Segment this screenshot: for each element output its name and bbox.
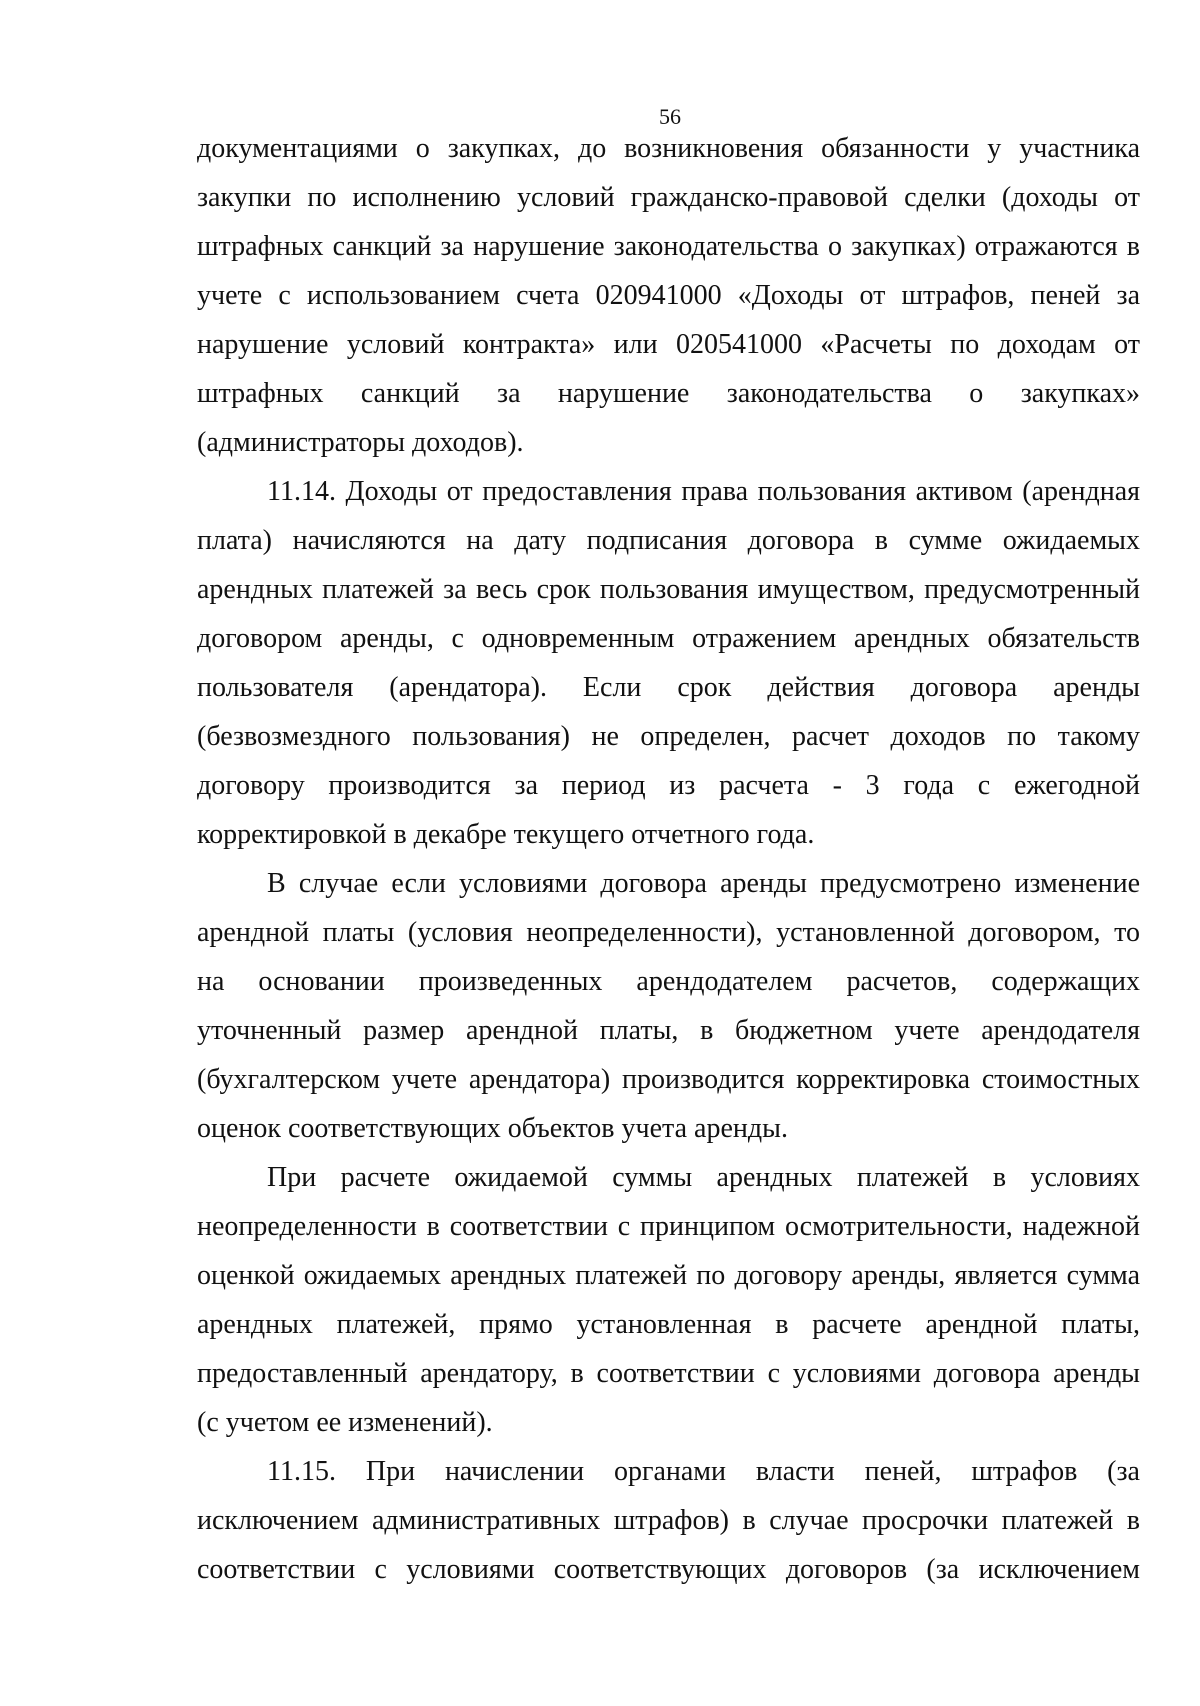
text-line: арендных платежей, прямо установленная в расчете арендной платы, bbox=[197, 1309, 1140, 1340]
text-line: 11.15. При начислении органами власти пеней, штрафов (за bbox=[267, 1456, 1140, 1487]
text-line: корректировкой в декабре текущего отчетного года. bbox=[197, 819, 815, 850]
text-line: (с учетом ее изменений). bbox=[197, 1407, 493, 1438]
text-line: оценкой ожидаемых арендных платежей по договору аренды, является сумма bbox=[197, 1260, 1140, 1291]
text-line: уточненный размер арендной платы, в бюджетном учете арендодателя bbox=[197, 1015, 1140, 1046]
text-line: В случае если условиями договора аренды предусмотрено изменение bbox=[267, 868, 1140, 899]
text-line: арендной платы (условия неопределенности), установленной договором, то bbox=[197, 917, 1140, 948]
text-line: штрафных санкций за нарушение законодательства о закупках) отражаются в bbox=[197, 231, 1140, 262]
page-number: 56 bbox=[659, 104, 681, 129]
text-line: учете с использованием счета 020941000 «Доходы от штрафов, пеней за bbox=[197, 280, 1140, 311]
text-line: оценок соответствующих объектов учета аренды. bbox=[197, 1113, 788, 1144]
text-line: закупки по исполнению условий гражданско-правовой сделки (доходы от bbox=[197, 182, 1140, 213]
text-line: плата) начисляются на дату подписания договора в сумме ожидаемых bbox=[197, 525, 1140, 556]
text-line: пользователя (арендатора). Если срок действия договора аренды bbox=[197, 672, 1140, 703]
document-body bbox=[197, 124, 1140, 1594]
text-line: 11.14. Доходы от предоставления права пользования активом (арендная bbox=[267, 476, 1140, 507]
text-line: (бухгалтерском учете арендатора) производится корректировка стоимостных bbox=[197, 1064, 1140, 1095]
text-line: нарушение условий контракта» или 020541000 «Расчеты по доходам от bbox=[197, 329, 1140, 360]
text-line: договору производится за период из расчета - 3 года с ежегодной bbox=[197, 770, 1140, 801]
text-line: арендных платежей за весь срок пользования имуществом, предусмотренный bbox=[197, 574, 1140, 605]
text-line: (безвозмездного пользования) не определен, расчет доходов по такому bbox=[197, 721, 1140, 752]
text-line: (администраторы доходов). bbox=[197, 427, 524, 458]
text-line: исключением административных штрафов) в случае просрочки платежей в bbox=[197, 1505, 1140, 1536]
text-line: договором аренды, с одновременным отражением арендных обязательств bbox=[197, 623, 1140, 654]
text-line: штрафных санкций за нарушение законодательства о закупках» bbox=[197, 378, 1140, 409]
text-line: документациями о закупках, до возникновения обязанности у участника bbox=[197, 133, 1140, 164]
text-line: на основании произведенных арендодателем расчетов, содержащих bbox=[197, 966, 1140, 997]
text-line: предоставленный арендатору, в соответствии с условиями договора аренды bbox=[197, 1358, 1140, 1389]
text-line: При расчете ожидаемой суммы арендных платежей в условиях bbox=[267, 1162, 1140, 1193]
text-line: соответствии с условиями соответствующих договоров (за исключением bbox=[197, 1554, 1140, 1585]
text-line: неопределенности в соответствии с принципом осмотрительности, надежной bbox=[197, 1211, 1140, 1242]
